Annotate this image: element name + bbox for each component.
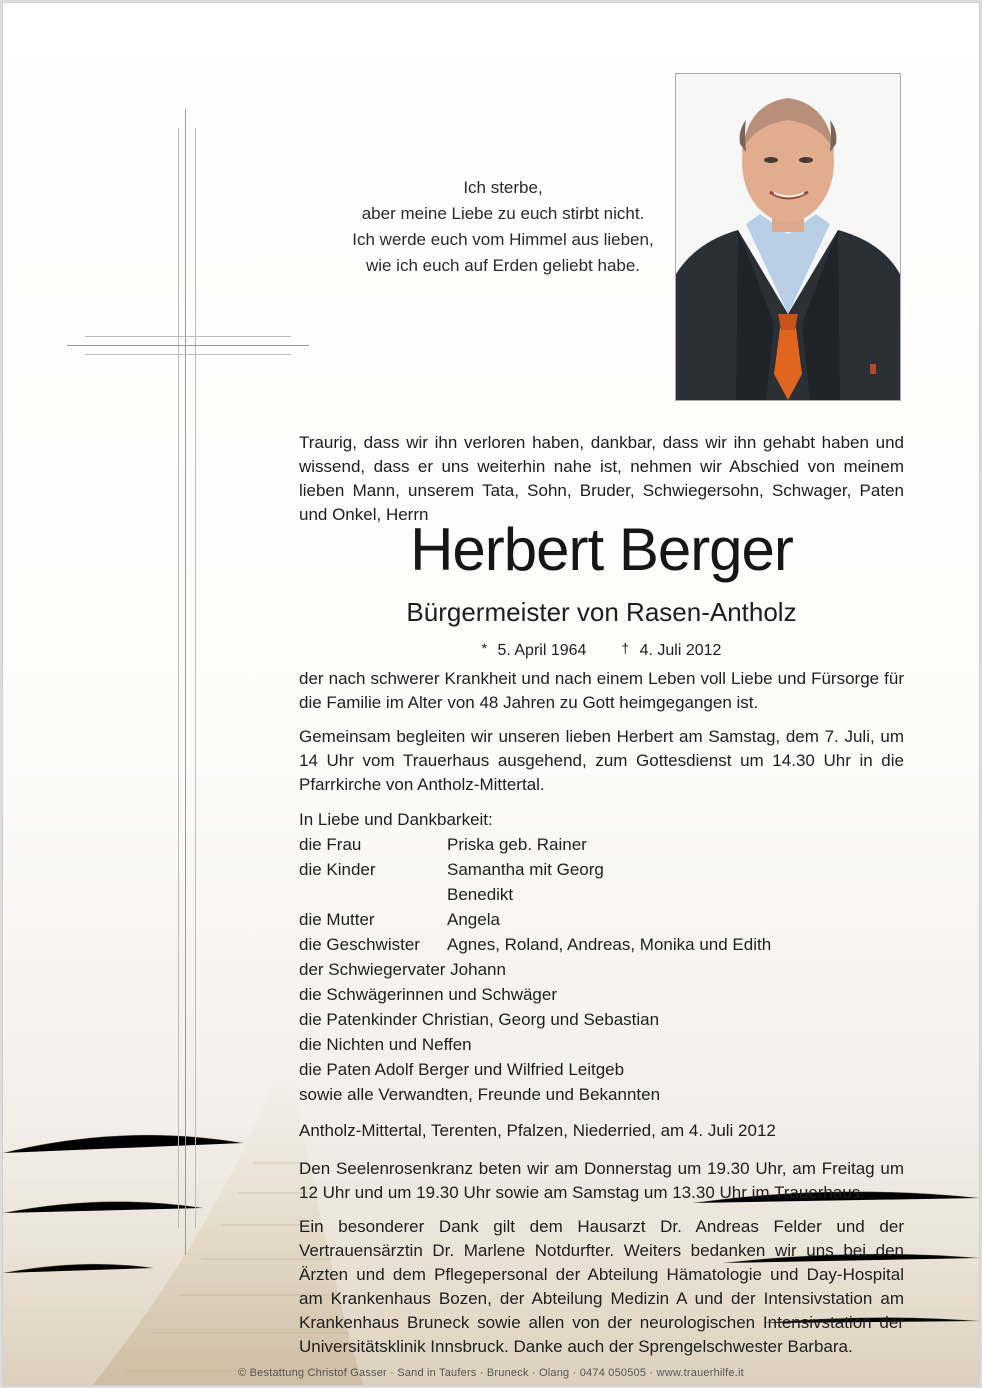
mourner-names: Samantha mit Georg — [447, 860, 604, 879]
life-dates — [299, 637, 904, 662]
mourner-line: der Schwiegervater Johann — [299, 960, 506, 979]
mourner-line: sowie alle Verwandten, Freunde und Bekannten — [299, 1085, 661, 1104]
footer-credit: © Bestattung Christof Gasser · Sand in Taufers · Bruneck · Olang · 0474 050505 · www.trauerhilfe.it — [238, 1367, 744, 1379]
rosary-paragraph: Den Seelenrosenkranz beten wir am Donnerstag um 19.30 Uhr, am Freitag um 12 Uhr und um 19.30 Uhr sowie am Samstag um 13.30 Uhr im Trauerhaus. — [299, 1159, 904, 1202]
mourner-line: die Paten Adolf Berger und Wilfried Leitgeb — [299, 1060, 625, 1079]
portrait-image — [676, 74, 900, 400]
portrait-photo — [675, 73, 901, 401]
intro-paragraph: Traurig, dass wir ihn verloren haben, dankbar, dass wir ihn gehabt haben und wissend, dass er uns weiterhin nahe ist, nehmen wir Abschied von meinem lieben Mann, unserem Tata, Sohn, Bruder, Schwiegersohn, Schwager, Paten und Onkel, Herrn — [299, 433, 904, 524]
memorial-quote — [293, 175, 713, 279]
mourner-relation: die Geschwister — [299, 935, 420, 954]
mourner-relation: die Mutter — [299, 910, 375, 929]
mourners-list — [299, 807, 904, 1107]
mourner-names: Agnes, Roland, Andreas, Monika und Edith — [447, 935, 772, 954]
death-symbol: † — [621, 640, 630, 656]
birth-symbol: * — [481, 640, 488, 656]
mourner-line: die Schwägerinnen und Schwäger — [299, 985, 558, 1004]
mourner-row — [299, 882, 904, 907]
birth-date: 5. April 1964 — [497, 642, 587, 659]
quote-line: Ich sterbe, — [463, 178, 543, 197]
mourner-names: Priska geb. Rainer — [447, 835, 587, 854]
quote-line: Ich werde euch vom Himmel aus lieben, — [352, 230, 654, 249]
mourners-heading: In Liebe und Dankbarkeit: — [299, 810, 493, 829]
quote-line: aber meine Liebe zu euch stirbt nicht. — [361, 204, 645, 223]
mourner-row — [299, 907, 904, 932]
funeral-paragraph: Gemeinsam begleiten wir unseren lieben Herbert am Samstag, dem 7. Juli, um 14 Uhr vom Trauerhaus ausgehend, zum Gottesdienst um 14.30 Uhr in die Pfarrkirche von Antholz-Mittertal. — [299, 727, 904, 794]
thanks-paragraph: Ein besonderer Dank gilt dem Hausarzt Dr. Andreas Felder und der Vertrauensärztin Dr. Marlene Notdurfter. Weiters bedanken wir uns bei den Ärzten und dem Pflegepersonal der Abteilung Hämatologie und Day-Hospital am Krankenhaus Bozen, der Abteilung Medizin A und der Intensivstation am Krankenhaus Bruneck sowie allen von der neurologischen Intensivstation der Universitätsklinik Innsbruck. Danke auch der Sprengelschwester Barbara. — [299, 1217, 904, 1356]
mourner-row — [299, 932, 904, 957]
mourner-line: die Patenkinder Christian, Georg und Sebastian — [299, 1010, 660, 1029]
obituary-page — [2, 2, 980, 1386]
mourner-row — [299, 857, 904, 882]
deceased-name: Herbert Berger — [410, 516, 793, 583]
passing-paragraph: der nach schwerer Krankheit und nach einem Leben voll Liebe und Fürsorge für die Familie im Alter von 48 Jahren zu Gott heimgegangen ist. — [299, 669, 904, 712]
mourner-names: Angela — [447, 910, 500, 929]
quote-line: wie ich euch auf Erden geliebt habe. — [365, 256, 641, 275]
death-date: 4. Juli 2012 — [639, 642, 722, 659]
mourner-relation: die Kinder — [299, 860, 376, 879]
mourner-relation: die Frau — [299, 835, 362, 854]
deceased-title: Bürgermeister von Rasen-Antholz — [406, 597, 797, 627]
mourner-names: Benedikt — [447, 885, 514, 904]
mourner-row — [299, 832, 904, 857]
mourner-line: die Nichten und Neffen — [299, 1035, 472, 1054]
places-and-date: Antholz-Mittertal, Terenten, Pfalzen, Niederried, am 4. Juli 2012 — [299, 1121, 776, 1140]
